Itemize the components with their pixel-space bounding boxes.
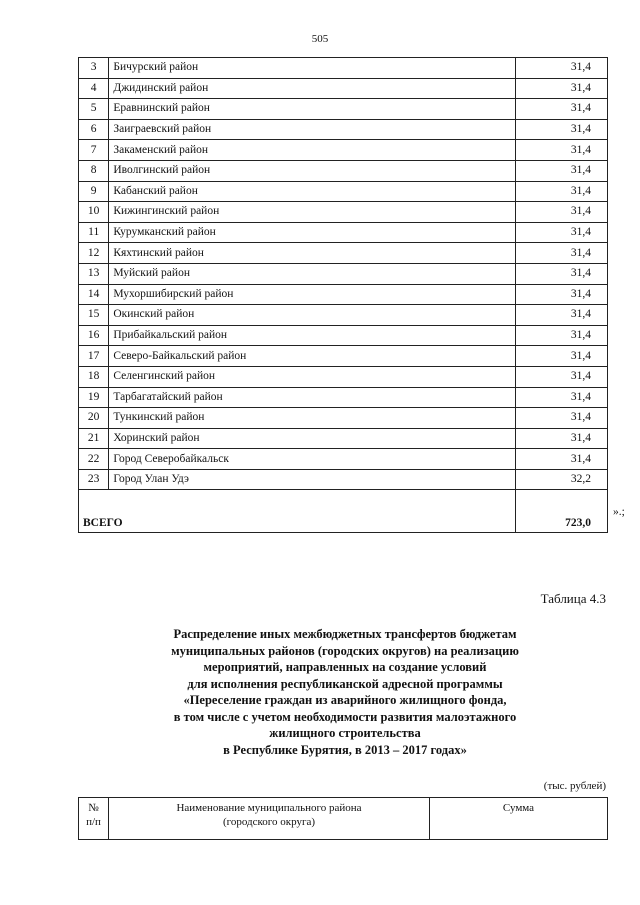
row-sum: 31,4 (515, 78, 607, 99)
row-district-name: Кабанский район (109, 181, 516, 202)
row-number: 12 (79, 243, 109, 264)
row-sum: 31,4 (515, 243, 607, 264)
row-number: 9 (79, 181, 109, 202)
row-sum: 31,4 (515, 58, 607, 79)
row-district-name: Кижингинский район (109, 202, 516, 223)
caption-line: «Переселение граждан из аварийного жилищного фонда, (183, 693, 507, 707)
header-number (79, 798, 109, 840)
table-row (79, 346, 608, 367)
row-sum: 31,4 (515, 140, 607, 161)
table-row (79, 408, 608, 429)
row-sum: 31,4 (515, 346, 607, 367)
row-sum: 31,4 (515, 222, 607, 243)
units-note: (тыс. рублей) (543, 780, 606, 792)
row-sum: 31,4 (515, 449, 607, 470)
row-number: 14 (79, 284, 109, 305)
row-district-name: Город Улан Удэ (109, 469, 516, 490)
row-number: 18 (79, 366, 109, 387)
row-number: 6 (79, 119, 109, 140)
page-number: 505 (311, 33, 329, 45)
row-number: 21 (79, 428, 109, 449)
row-district-name: Кяхтинский район (109, 243, 516, 264)
table-row (79, 58, 608, 79)
caption-line: Распределение иных межбюджетных трансфертов бюджетам (173, 627, 517, 641)
table-row (79, 449, 608, 470)
row-district-name: Джидинский район (109, 78, 516, 99)
row-number: 16 (79, 325, 109, 346)
row-district-name: Прибайкальский район (109, 325, 516, 346)
row-number: 5 (79, 99, 109, 120)
row-district-name: Селенгинский район (109, 366, 516, 387)
table-body (79, 58, 608, 490)
row-sum: 31,4 (515, 119, 607, 140)
total-label: ВСЕГО (79, 490, 516, 533)
row-district-name: Тункинский район (109, 408, 516, 429)
transfer-table-header (78, 797, 608, 840)
header-number-line2: п/п (86, 816, 101, 828)
row-district-name: Иволгинский район (109, 160, 516, 181)
row-sum: 31,4 (515, 181, 607, 202)
row-sum: 31,4 (515, 387, 607, 408)
row-district-name: Северо-Байкальский район (109, 346, 516, 367)
row-number: 15 (79, 305, 109, 326)
table-row (79, 243, 608, 264)
row-number: 23 (79, 469, 109, 490)
row-number: 22 (79, 449, 109, 470)
table-row (79, 78, 608, 99)
row-district-name: Муйский район (109, 263, 516, 284)
row-sum: 32,2 (515, 469, 607, 490)
row-sum: 31,4 (515, 99, 607, 120)
row-sum: 31,4 (515, 305, 607, 326)
table-row (79, 284, 608, 305)
row-sum: 31,4 (515, 366, 607, 387)
table-row (79, 222, 608, 243)
row-district-name: Тарбагатайский район (109, 387, 516, 408)
row-district-name: Окинский район (109, 305, 516, 326)
header-number-line1: № (88, 802, 99, 814)
caption-line: для исполнения республиканской адресной программы (187, 676, 503, 691)
row-sum: 31,4 (515, 408, 607, 429)
row-number: 13 (79, 263, 109, 284)
table-row (79, 263, 608, 284)
header-row (79, 798, 608, 840)
row-district-name: Курумканский район (109, 222, 516, 243)
row-sum: 31,4 (515, 263, 607, 284)
row-district-name: Бичурский район (109, 58, 516, 79)
table-row (79, 140, 608, 161)
caption-line: жилищного строительства (269, 726, 421, 740)
row-number: 10 (79, 202, 109, 223)
table-row (79, 202, 608, 223)
row-district-name: Город Северобайкальск (109, 449, 516, 470)
table-row (79, 160, 608, 181)
table-row (79, 387, 608, 408)
row-district-name: Хоринский район (109, 428, 516, 449)
table-label: Таблица 4.3 (540, 591, 606, 606)
table-row (79, 366, 608, 387)
table-caption (80, 626, 610, 758)
row-sum: 31,4 (515, 202, 607, 223)
row-district-name: Мухоршибирский район (109, 284, 516, 305)
table-row (79, 119, 608, 140)
header-sum: Сумма (430, 798, 608, 840)
row-number: 11 (79, 222, 109, 243)
row-district-name: Заиграевский район (109, 119, 516, 140)
header-name (109, 798, 430, 840)
caption-line: в том числе с учетом необходимости развития малоэтажного (173, 709, 517, 724)
row-number: 20 (79, 408, 109, 429)
row-number: 7 (79, 140, 109, 161)
table-row (79, 428, 608, 449)
header-name-line1: Наименование муниципального района (176, 802, 362, 814)
row-sum: 31,4 (515, 284, 607, 305)
caption-line: в Республике Бурятия, в 2013 – 2017 годах» (223, 742, 467, 757)
table-row (79, 469, 608, 490)
row-district-name: Еравнинский район (109, 99, 516, 120)
row-sum: 31,4 (515, 428, 607, 449)
table-row (79, 305, 608, 326)
closing-quote-mark: ».; (613, 506, 625, 518)
row-sum: 31,4 (515, 160, 607, 181)
table-row (79, 181, 608, 202)
total-row (79, 490, 608, 533)
row-number: 4 (79, 78, 109, 99)
caption-line: муниципальных районов (городских округов) на реализацию (171, 643, 519, 658)
row-number: 17 (79, 346, 109, 367)
row-district-name: Закаменский район (109, 140, 516, 161)
table-row (79, 99, 608, 120)
row-number: 8 (79, 160, 109, 181)
header-name-line2: (городского округа) (222, 816, 316, 828)
caption-line: мероприятий, направленных на создание условий (203, 660, 487, 674)
district-allocation-table (78, 57, 608, 533)
table-row (79, 325, 608, 346)
row-number: 3 (79, 58, 109, 79)
total-sum: 723,0 (515, 490, 607, 533)
row-number: 19 (79, 387, 109, 408)
row-sum: 31,4 (515, 325, 607, 346)
